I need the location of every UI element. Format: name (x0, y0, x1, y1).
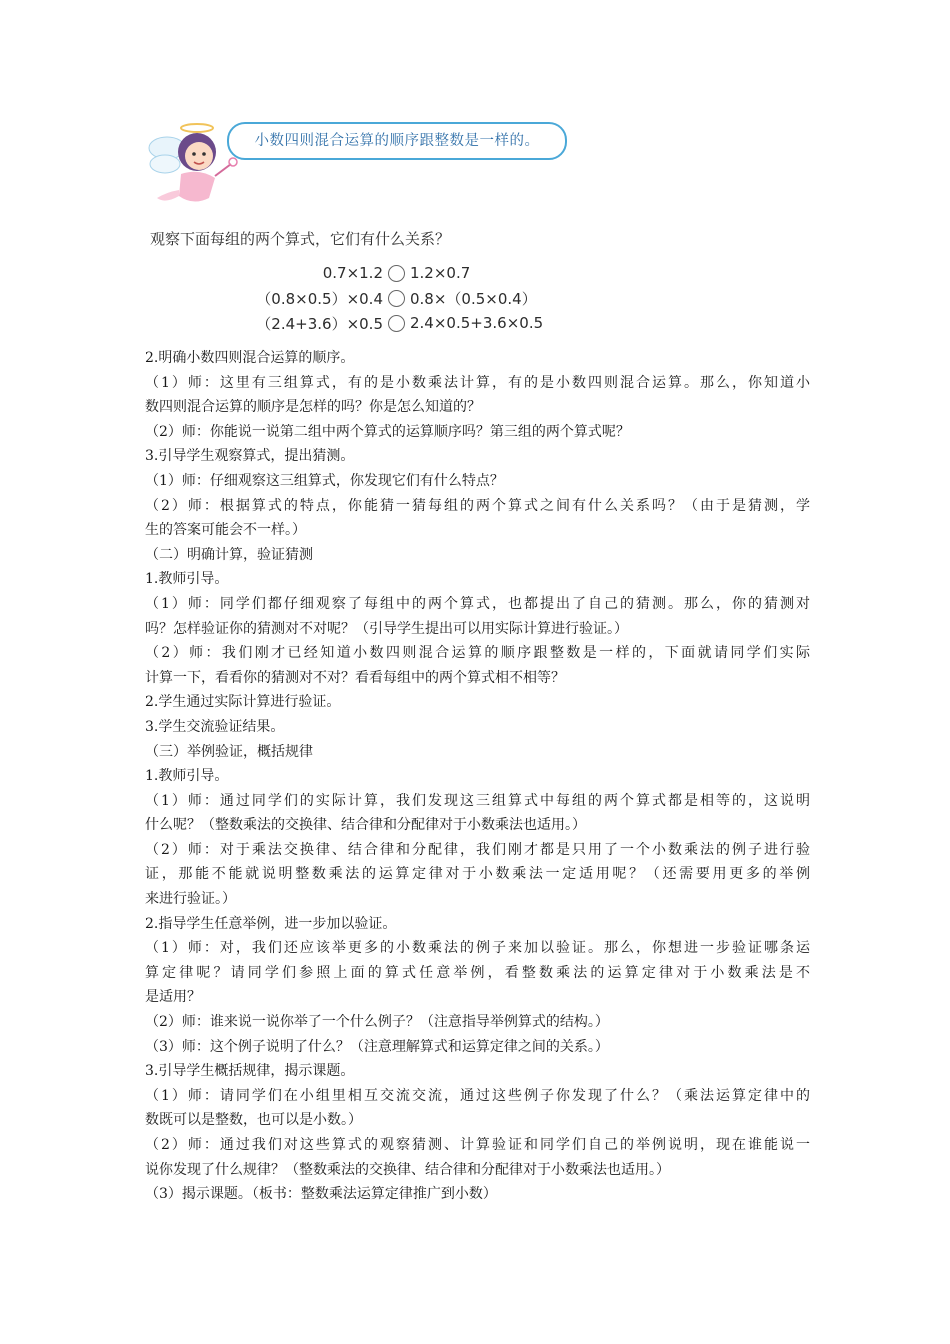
section-heading: （二）明确计算，验证猜测 (145, 546, 313, 563)
text-line: （2）师：谁来说一说你举了一个什么例子？（注意指导举例算式的结构。） (145, 1014, 609, 1031)
speech-bubble: 小数四则混合运算的顺序跟整数是一样的。 (227, 122, 567, 160)
text-line: 生的答案可能会不一样。） (145, 522, 306, 539)
text-line: （1）师：仔细观察这三组算式，你发现它们有什么特点？ (145, 472, 504, 489)
equation-right: 2.4×0.5+3.6×0.5 (410, 314, 544, 332)
text-line: （2）师：通过我们对这些算式的观察猜测、计算验证和同学们自己的举例说明，现在谁能说一 (145, 1137, 810, 1153)
text-line: 计算一下，看看你的猜测对不对？看看每组中的两个算式相不相等？ (145, 669, 565, 686)
text-line: 说你发现了什么规律？（整数乘法的交换律、结合律和分配律对于小数乘法也适用。） (145, 1161, 670, 1178)
text-line: （3）师：这个例子说明了什么？（注意理解算式和运算定律之间的关系。） (145, 1038, 609, 1055)
text-line: 1.教师引导。 (145, 571, 229, 588)
equation-right: 1.2×0.7 (410, 264, 471, 282)
equation-row-1 (233, 262, 470, 284)
section-heading: （三）举例验证，概括规律 (145, 743, 313, 760)
text-line: 2.明确小数四则混合运算的顺序。 (145, 350, 355, 366)
text-line: （2）师：根据算式的特点，你能猜一猜每组的两个算式之间有什么关系吗？（由于是猜测，学 (145, 497, 810, 514)
equation-row-3 (233, 312, 543, 334)
comparison-circle (388, 315, 405, 332)
comparison-circle (388, 265, 405, 282)
text-line: 数既可以是整数，也可以是小数。） (145, 1112, 362, 1129)
text-line: （1）师：请同学们在小组里相互交流交流，通过这些例子你发现了什么？（乘法运算定律中的 (145, 1087, 810, 1104)
text-line: （1）师：通过同学们的实际计算，我们发现这三组算式中每组的两个算式都是相等的，这说明 (145, 792, 810, 809)
textbook-illustration (145, 110, 575, 342)
text-line: （1）师：这里有三组算式，有的是小数乘法计算，有的是小数四则混合运算。那么，你知道小 (145, 374, 810, 391)
text-line: （2）师：我们刚才已经知道小数四则混合运算的顺序跟整数是一样的，下面就请同学们实际 (145, 645, 810, 662)
comparison-circle (388, 290, 405, 307)
text-line: 2.学生通过实际计算进行验证。 (145, 694, 341, 711)
text-line: 数四则混合运算的顺序是怎样的吗？你是怎么知道的？ (145, 399, 481, 416)
text-line: （1）师：对，我们还应该举更多的小数乘法的例子来加以验证。那么，你想进一步验证哪条运 (145, 940, 810, 957)
text-line: （2）师：你能说一说第二组中两个算式的运算顺序吗？第三组的两个算式呢？ (145, 423, 630, 440)
text-line: 吗？怎样验证你的猜测对不对呢？（引导学生提出可以用实际计算进行验证。） (145, 620, 628, 637)
equation-right: 0.8×（0.5×0.4） (410, 289, 537, 308)
observation-question: 观察下面每组的两个算式，它们有什么关系？ (150, 230, 451, 248)
text-line: 1.教师引导。 (145, 768, 229, 785)
equation-row-2 (233, 287, 537, 309)
text-line: 什么呢？（整数乘法的交换律、结合律和分配律对于小数乘法也适用。） (145, 817, 586, 834)
text-line: 算定律呢？请同学们参照上面的算式任意举例，看整数乘法的运算定律对于小数乘法是不 (145, 964, 810, 981)
text-line: 来进行验证。） (145, 891, 236, 908)
text-line: （1）师：同学们都仔细观察了每组中的两个算式，也都提出了自己的猜测。那么，你的猜测对 (145, 595, 810, 612)
text-line: 是适用？ (145, 989, 201, 1006)
equation-left: （0.8×0.5）×0.4 (256, 289, 383, 308)
text-line: 3.学生交流验证结果。 (145, 718, 285, 735)
text-line: （2）师：对于乘法交换律、结合律和分配律，我们刚才都是只用了一个小数乘法的例子进行验 (145, 841, 810, 858)
text-line: （3）揭示课题。（板书：整数乘法运算定律推广到小数） (145, 1186, 497, 1203)
fairy-illustration (145, 118, 240, 213)
equation-left: （2.4+3.6）×0.5 (256, 314, 383, 333)
text-line: 2.指导学生任意举例，进一步加以验证。 (145, 915, 397, 932)
text-line: 3.引导学生观察算式，提出猜测。 (145, 448, 355, 465)
equation-left: 0.7×1.2 (322, 264, 383, 282)
text-line: 证，那能不能就说明整数乘法的运算定律对于小数乘法一定适用呢？（还需要用更多的举例 (145, 866, 810, 883)
text-line: 3.引导学生概括规律，揭示课题。 (145, 1063, 355, 1080)
lesson-text (145, 346, 810, 1207)
